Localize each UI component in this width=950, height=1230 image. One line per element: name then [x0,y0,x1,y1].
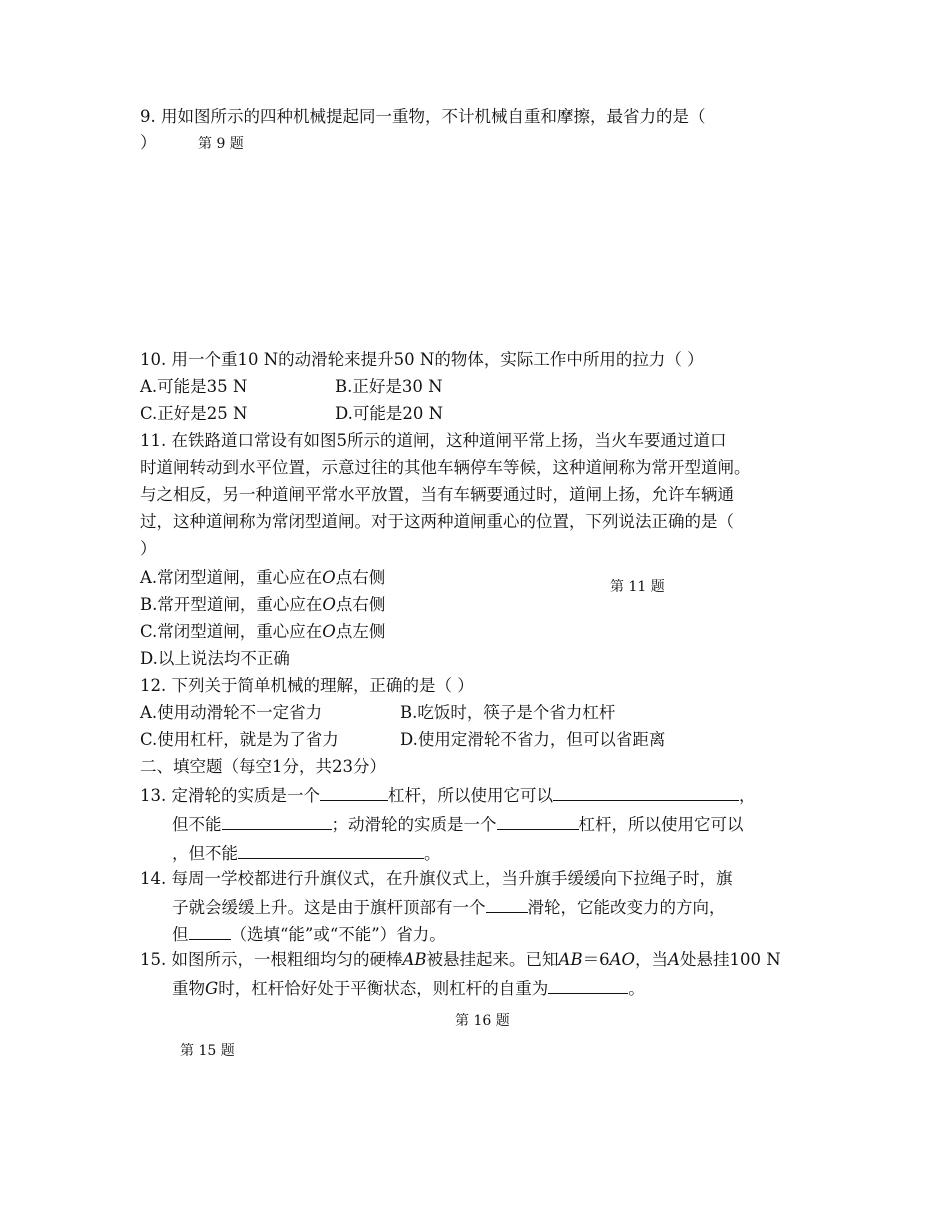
q11-option-b [140,594,385,616]
q9-figure-caption: 第 9 题 [198,136,244,152]
q15-figure-caption: 第 15 题 [180,1043,235,1059]
q14-text: 子就会缓缓上升。这是由于旗杆顶部有一个 [172,898,486,917]
q14-line-3 [172,922,446,946]
q14-text: 滑轮，它能改变力的方向， [527,898,726,917]
q11-point-o: O [322,568,336,587]
answer-blank[interactable] [548,976,628,994]
answer-blank[interactable] [222,812,332,830]
q11-paren-close: ） [140,539,157,558]
q11-option-c-pre: C.常闭型道闸，重心应在 [140,622,323,641]
q10-option-b: B.正好是30 N [335,377,443,396]
q15-text: ＝6 [582,950,610,969]
q13-text: 但不能 [172,815,222,834]
q12-option-c: C.使用杠杆，就是为了省力 [140,730,339,749]
q9-paren-close: ） [140,133,157,152]
q15-text: 处悬挂100 N [679,950,781,969]
q15-text: 。 [628,979,645,998]
q12-option-d: D.使用定滑轮不省力，但可以省距离 [400,730,666,749]
q14-text: （选填“能”或“不能”）省力。 [230,925,446,944]
q13-text: ；动滑轮的实质是一个 [331,815,497,834]
q12-stem: 12. 下列关于简单机械的理解，正确的是（ ） [140,676,474,695]
q11-point-o: O [322,595,336,614]
q11-option-b-post: 点右侧 [335,595,386,614]
q11-option-b-pre: B.常开型道闸，重心应在 [140,595,323,614]
q13-line-3 [172,841,441,865]
answer-blank[interactable] [238,841,424,859]
q11-stem-line-1: 11. 在铁路道口常设有如图5所示的道闸，这种道闸平常上扬，当火车要通过道口 [140,431,727,450]
q16-figure-caption: 第 16 题 [455,1013,510,1029]
q14-line-1: 14. 每周一学校都进行升旗仪式，在升旗仪式上，当升旗手缓缓向下拉绳子时，旗 [140,869,733,888]
answer-blank[interactable] [486,895,528,913]
q15-text: ，当 [635,950,669,969]
q15-text: 被悬挂起来。已知 [426,950,559,969]
q11-option-a [140,567,385,589]
q13-line-2 [172,812,744,836]
q14-text: 但 [172,925,189,944]
q11-point-o: O [322,622,336,641]
q13-text: 杠杆，所以使用它可以 [578,815,744,834]
q15-text: 时，杠杆恰好处于平衡状态，则杠杆的自重为 [218,979,549,998]
q15-var-ab: AB [558,950,583,969]
q15-var-ab: AB [402,950,427,969]
q13-text: ， [739,786,756,805]
q11-option-c [140,621,385,643]
q11-stem-line-3: 与之相反，另一种道闸平常水平放置，当有车辆要通过时，道闸上扬，允许车辆通 [140,485,734,504]
section-heading-fill-in: 二、填空题（每空1分，共23分） [140,757,386,776]
q10-option-a: A.可能是35 N [140,377,248,396]
q15-var-ao: AO [609,950,636,969]
answer-blank[interactable] [189,922,231,940]
q15-text: 重物 [172,979,205,998]
q13-text: 13. 定滑轮的实质是一个 [140,786,320,805]
q13-text: 。 [424,844,441,863]
q10-stem: 10. 用一个重10 N的动滑轮来提升50 N的物体，实际工作中所用的拉力（ ） [140,350,704,369]
q11-option-a-pre: A.常闭型道闸，重心应在 [140,568,323,587]
q15-line-1 [140,949,781,971]
q15-var-g: G [205,979,219,998]
q9-stem: 9. 用如图所示的四种机械提起同一重物，不计机械自重和摩擦，最省力的是（ [140,107,706,126]
answer-blank[interactable] [553,783,739,801]
q11-option-d: D.以上说法均不正确 [140,649,290,668]
q12-option-b: B.吃饭时，筷子是个省力杠杆 [400,703,616,722]
q12-option-a: A.使用动滑轮不一定省力 [140,703,323,722]
answer-blank[interactable] [320,783,388,801]
q13-text: 杠杆，所以使用它可以 [388,786,553,805]
q15-line-2 [172,976,645,1000]
q10-option-d: D.可能是20 N [335,404,444,423]
q15-text: 15. 如图所示，一根粗细均匀的硬棒 [140,950,403,969]
q11-stem-line-4: 过，这种道闸称为常闭型道闸。对于这两种道闸重心的位置，下列说法正确的是（ [140,512,734,531]
q11-figure-caption: 第 11 题 [610,579,665,595]
q11-stem-line-2: 时道闸转动到水平位置，示意过往的其他车辆停车等候，这种道闸称为常开型道闸。 [140,458,751,477]
q11-option-c-post: 点左侧 [335,622,386,641]
q13-text: ，但不能 [172,844,238,863]
q14-line-2 [172,895,726,919]
q11-option-a-post: 点右侧 [335,568,386,587]
q13-line-1 [140,783,756,807]
q15-var-a: A [668,950,680,969]
answer-blank[interactable] [497,812,579,830]
q10-option-c: C.正好是25 N [140,404,248,423]
